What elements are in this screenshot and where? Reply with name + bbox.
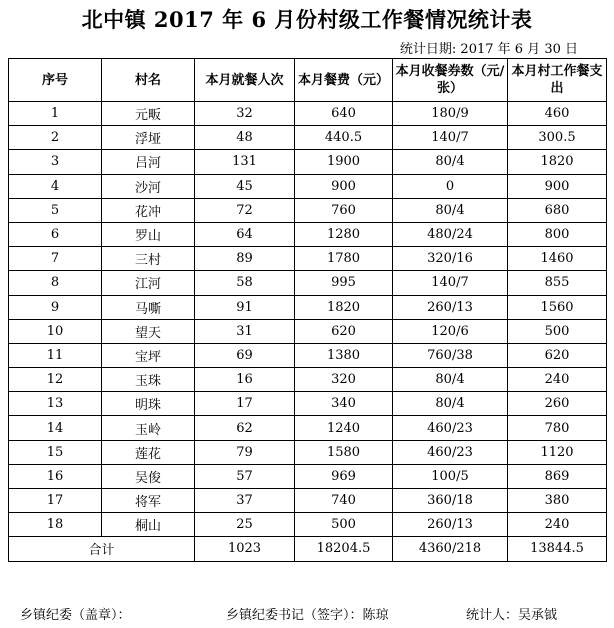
- meal-count: 48: [195, 126, 295, 150]
- meal-count: 62: [195, 416, 295, 440]
- meal-count: 131: [195, 150, 295, 174]
- table-row: [9, 489, 607, 513]
- row-index: 15: [9, 440, 102, 464]
- coupon-count: 260/13: [393, 513, 508, 537]
- village-spend: 869: [508, 464, 607, 488]
- meal-count: 57: [195, 464, 295, 488]
- meal-fee: 1900: [295, 150, 393, 174]
- coupon-count: 480/24: [393, 222, 508, 246]
- table-body: [9, 102, 607, 537]
- coupon-count: 0: [393, 174, 508, 198]
- village-spend: 620: [508, 343, 607, 367]
- village-spend: 900: [508, 174, 607, 198]
- header-index: 序号: [9, 59, 102, 102]
- village-name: 三村: [102, 247, 195, 271]
- table-row: [9, 222, 607, 246]
- meal-fee: 760: [295, 198, 393, 222]
- meal-fee: 640: [295, 102, 393, 126]
- meal-fee: 340: [295, 392, 393, 416]
- village-spend: 680: [508, 198, 607, 222]
- coupon-count: 80/4: [393, 198, 508, 222]
- table-row: [9, 198, 607, 222]
- row-index: 6: [9, 222, 102, 246]
- village-name: 莲花: [102, 440, 195, 464]
- table-row: [9, 102, 607, 126]
- document-title: 北中镇 2017 年 6 月份村级工作餐情况统计表: [81, 7, 533, 32]
- row-index: 18: [9, 513, 102, 537]
- table-row: [9, 368, 607, 392]
- table-row: [9, 416, 607, 440]
- village-spend: 1460: [508, 247, 607, 271]
- meal-fee: 320: [295, 368, 393, 392]
- header-spend: 本月村工作餐支出: [508, 59, 607, 102]
- row-index: 11: [9, 343, 102, 367]
- row-index: 13: [9, 392, 102, 416]
- total-spend: 13844.5: [508, 537, 607, 561]
- row-index: 14: [9, 416, 102, 440]
- meal-fee: 1240: [295, 416, 393, 440]
- meal-fee: 620: [295, 319, 393, 343]
- village-name: 玉珠: [102, 368, 195, 392]
- village-name: 元畈: [102, 102, 195, 126]
- header-fee: 本月餐费（元）: [295, 59, 393, 102]
- header-coupons: 本月收餐券数（元/张）: [393, 59, 508, 102]
- statistician-label: 统计人：吴承钺: [466, 608, 558, 623]
- meal-count: 32: [195, 102, 295, 126]
- row-index: 9: [9, 295, 102, 319]
- meal-count: 79: [195, 440, 295, 464]
- village-name: 江河: [102, 271, 195, 295]
- village-spend: 1820: [508, 150, 607, 174]
- row-index: 12: [9, 368, 102, 392]
- meal-fee: 1820: [295, 295, 393, 319]
- row-index: 2: [9, 126, 102, 150]
- coupon-count: 320/16: [393, 247, 508, 271]
- secretary-signature: 乡镇纪委书记（签字）：陈琼: [226, 608, 389, 623]
- meal-count: 25: [195, 513, 295, 537]
- village-spend: 1560: [508, 295, 607, 319]
- village-name: 浮垭: [102, 126, 195, 150]
- meal-fee: 995: [295, 271, 393, 295]
- meal-count: 64: [195, 222, 295, 246]
- village-name: 玉岭: [102, 416, 195, 440]
- coupon-count: 180/9: [393, 102, 508, 126]
- table-row: [9, 247, 607, 271]
- meal-fee: 900: [295, 174, 393, 198]
- coupon-count: 140/7: [393, 126, 508, 150]
- village-spend: 460: [508, 102, 607, 126]
- meal-fee: 1580: [295, 440, 393, 464]
- total-row: [9, 537, 607, 561]
- meal-count: 17: [195, 392, 295, 416]
- village-name: 将军: [102, 489, 195, 513]
- header-row: [9, 59, 607, 102]
- row-index: 7: [9, 247, 102, 271]
- meal-fee: 1780: [295, 247, 393, 271]
- total-label: 合计: [9, 537, 195, 561]
- village-name: 明珠: [102, 392, 195, 416]
- table-row: [9, 126, 607, 150]
- village-name: 桐山: [102, 513, 195, 537]
- coupon-count: 140/7: [393, 271, 508, 295]
- meal-count: 58: [195, 271, 295, 295]
- village-spend: 380: [508, 489, 607, 513]
- row-index: 17: [9, 489, 102, 513]
- village-name: 罗山: [102, 222, 195, 246]
- total-coupons: 4360/218: [393, 537, 508, 561]
- coupon-count: 100/5: [393, 464, 508, 488]
- village-spend: 300.5: [508, 126, 607, 150]
- coupon-count: 260/13: [393, 295, 508, 319]
- row-index: 4: [9, 174, 102, 198]
- village-spend: 240: [508, 513, 607, 537]
- meal-count: 69: [195, 343, 295, 367]
- total-meals: 1023: [195, 537, 295, 561]
- coupon-count: 80/4: [393, 150, 508, 174]
- meal-fee: 1280: [295, 222, 393, 246]
- village-spend: 800: [508, 222, 607, 246]
- row-index: 8: [9, 271, 102, 295]
- committee-seal-label: 乡镇纪委（盖章）：: [20, 608, 131, 623]
- table-row: [9, 174, 607, 198]
- village-name: 马嘶: [102, 295, 195, 319]
- table-row: [9, 319, 607, 343]
- coupon-count: 460/23: [393, 440, 508, 464]
- coupon-count: 360/18: [393, 489, 508, 513]
- coupon-count: 760/38: [393, 343, 508, 367]
- table-row: [9, 271, 607, 295]
- meal-count: 37: [195, 489, 295, 513]
- meal-statistics-table: [8, 58, 607, 562]
- header-meals: 本月就餐人次: [195, 59, 295, 102]
- table-row: [9, 343, 607, 367]
- statistics-date: 统计日期: 2017 年 6 月 30 日: [399, 42, 578, 57]
- village-spend: 1120: [508, 440, 607, 464]
- table-row: [9, 513, 607, 537]
- table-row: [9, 295, 607, 319]
- coupon-count: 80/4: [393, 392, 508, 416]
- table-row: [9, 392, 607, 416]
- village-name: 沙河: [102, 174, 195, 198]
- header-village: 村名: [102, 59, 195, 102]
- village-spend: 855: [508, 271, 607, 295]
- meal-count: 89: [195, 247, 295, 271]
- total-fee: 18204.5: [295, 537, 393, 561]
- row-index: 3: [9, 150, 102, 174]
- meal-fee: 440.5: [295, 126, 393, 150]
- village-name: 望天: [102, 319, 195, 343]
- village-name: 花冲: [102, 198, 195, 222]
- meal-count: 31: [195, 319, 295, 343]
- village-spend: 780: [508, 416, 607, 440]
- meal-count: 16: [195, 368, 295, 392]
- coupon-count: 120/6: [393, 319, 508, 343]
- coupon-count: 80/4: [393, 368, 508, 392]
- meal-count: 45: [195, 174, 295, 198]
- village-name: 吴俊: [102, 464, 195, 488]
- coupon-count: 460/23: [393, 416, 508, 440]
- meal-fee: 1380: [295, 343, 393, 367]
- table-row: [9, 150, 607, 174]
- village-name: 宝坪: [102, 343, 195, 367]
- meal-fee: 969: [295, 464, 393, 488]
- row-index: 1: [9, 102, 102, 126]
- village-spend: 260: [508, 392, 607, 416]
- row-index: 16: [9, 464, 102, 488]
- village-name: 吕河: [102, 150, 195, 174]
- meal-fee: 500: [295, 513, 393, 537]
- village-spend: 500: [508, 319, 607, 343]
- row-index: 5: [9, 198, 102, 222]
- table-row: [9, 440, 607, 464]
- table-row: [9, 464, 607, 488]
- meal-count: 72: [195, 198, 295, 222]
- meal-count: 91: [195, 295, 295, 319]
- row-index: 10: [9, 319, 102, 343]
- meal-fee: 740: [295, 489, 393, 513]
- village-spend: 240: [508, 368, 607, 392]
